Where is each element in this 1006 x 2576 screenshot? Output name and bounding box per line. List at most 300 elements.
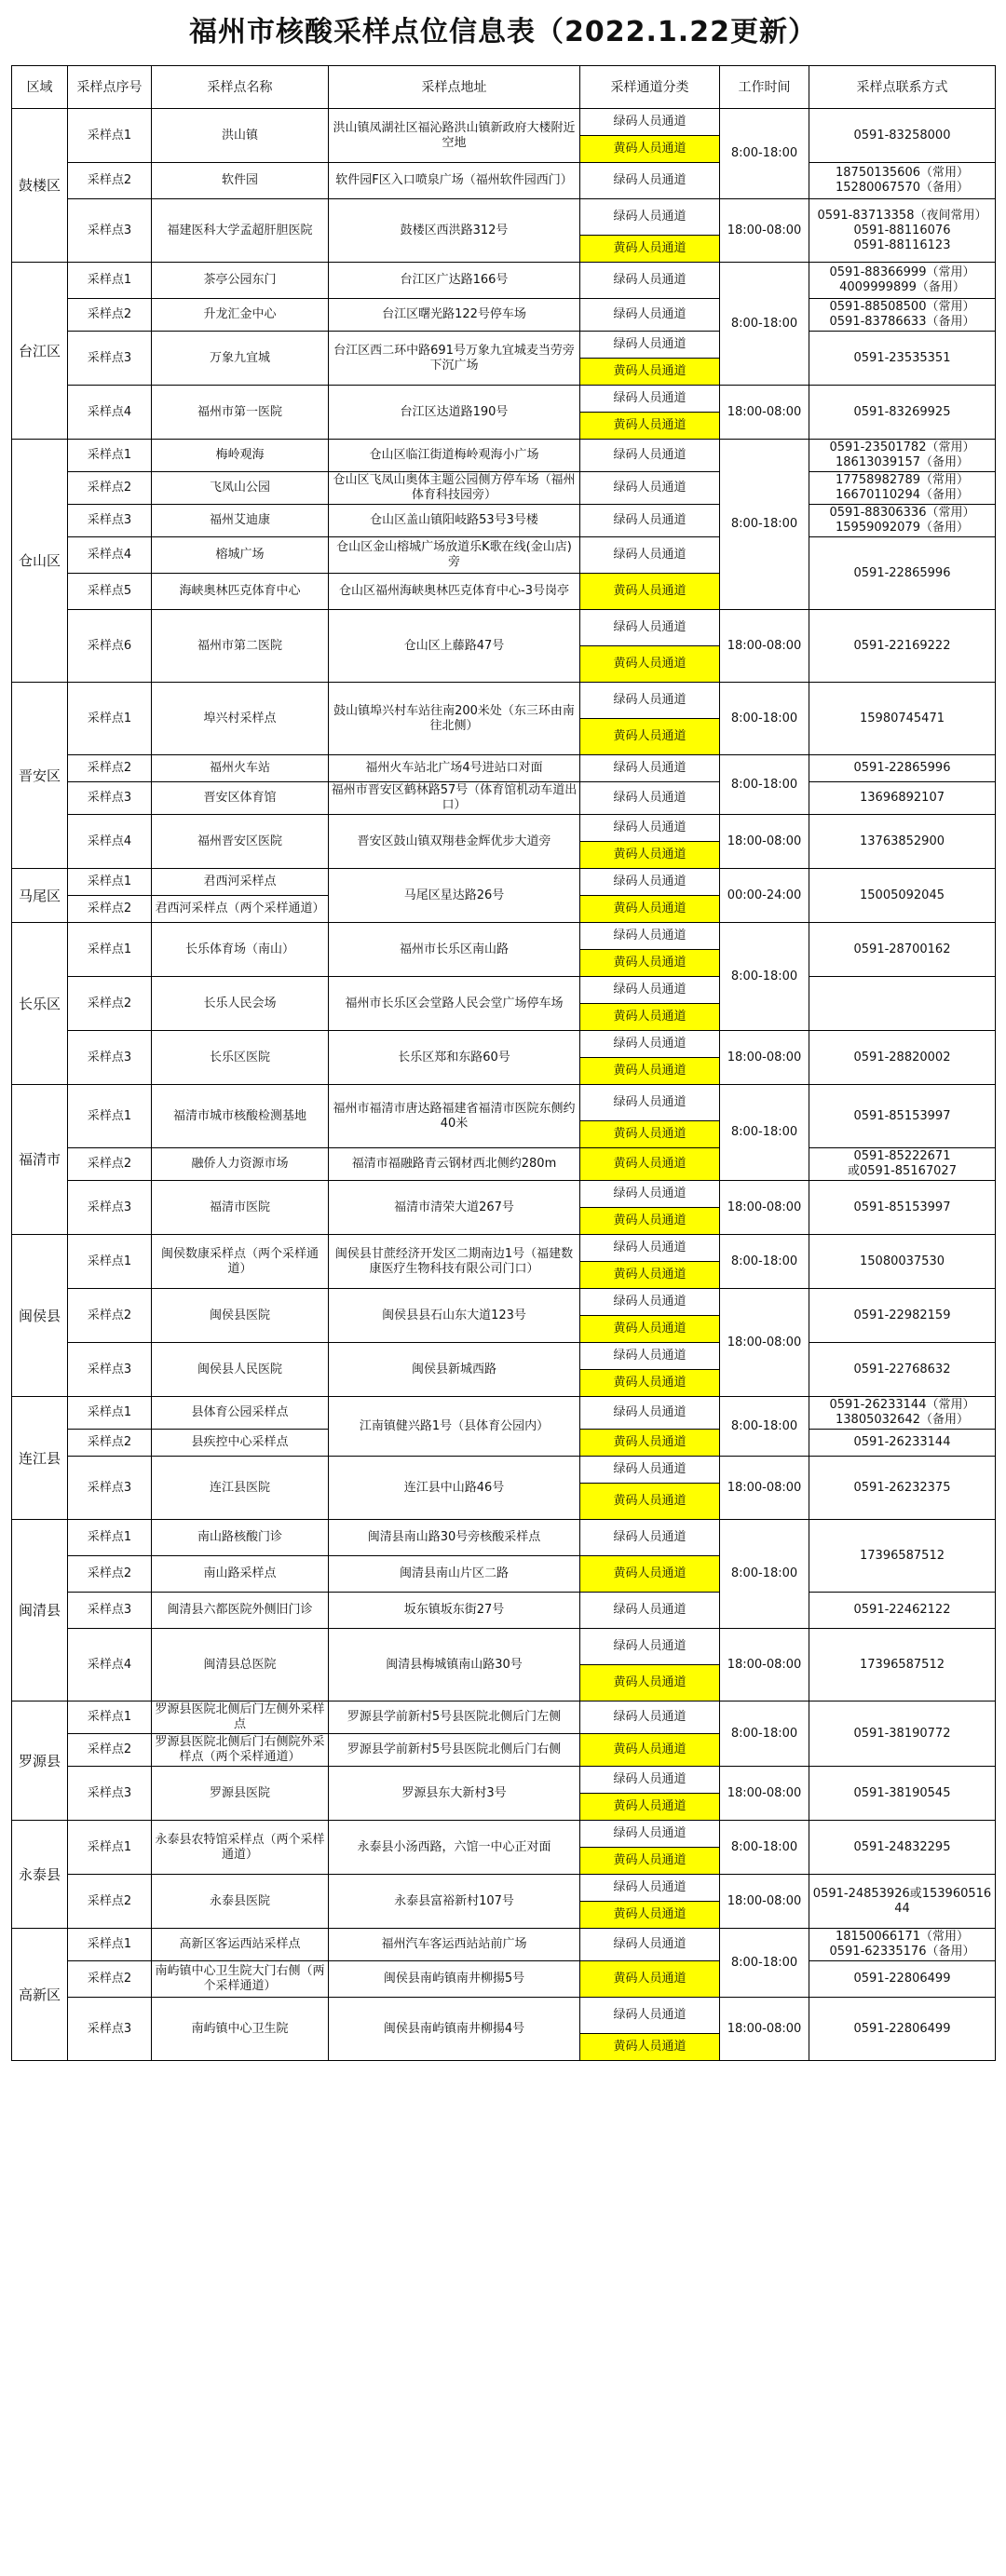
green-channel: 绿码人员通道 (580, 1929, 720, 1961)
site-seq: 采样点2 (68, 299, 152, 332)
yellow-channel: 黄码人员通道 (580, 950, 720, 977)
site-name: 连江县医院 (152, 1457, 329, 1520)
site-name: 洪山镇 (152, 109, 329, 163)
district-cell: 连江县 (12, 1397, 68, 1520)
green-channel: 绿码人员通道 (580, 472, 720, 505)
table-row (12, 332, 996, 359)
site-address: 江南镇健兴路1号（县体育公园内） (329, 1397, 580, 1457)
site-seq: 采样点2 (68, 1961, 152, 1998)
site-address: 鼓楼区西洪路312号 (329, 199, 580, 263)
yellow-channel: 黄码人员通道 (580, 574, 720, 610)
yellow-channel: 黄码人员通道 (580, 646, 720, 683)
yellow-channel: 黄码人员通道 (580, 359, 720, 386)
site-address: 闽侯县新城西路 (329, 1343, 580, 1397)
site-address: 闽侯县南屿镇南井柳揚4号 (329, 1998, 580, 2061)
site-seq: 采样点2 (68, 1148, 152, 1181)
site-address: 仓山区上藤路47号 (329, 610, 580, 683)
site-address: 福州市晋安区鹤林路57号（体育馆机动车道出口） (329, 782, 580, 815)
yellow-channel: 黄码人员通道 (580, 719, 720, 755)
district-cell: 仓山区 (12, 440, 68, 683)
site-contact: 0591-26232375 (809, 1457, 996, 1520)
site-seq: 采样点3 (68, 1998, 152, 2061)
site-address: 永泰县富裕新村107号 (329, 1875, 580, 1929)
table-row (12, 199, 996, 236)
site-seq: 采样点3 (68, 1593, 152, 1629)
site-address: 马尾区星达路26号 (329, 869, 580, 923)
green-channel: 绿码人员通道 (580, 923, 720, 950)
district-cell: 闽侯县 (12, 1235, 68, 1397)
green-channel: 绿码人员通道 (580, 1520, 720, 1556)
site-contact: 0591-28700162 (809, 923, 996, 977)
site-seq: 采样点1 (68, 1929, 152, 1961)
district-cell: 高新区 (12, 1929, 68, 2061)
site-contact: 17396587512 (809, 1629, 996, 1702)
district-cell: 永泰县 (12, 1821, 68, 1929)
site-seq: 采样点1 (68, 440, 152, 472)
site-name: 闽侯县医院 (152, 1289, 329, 1343)
site-address: 台江区西二环中路691号万象九宜城麦当劳旁下沉广场 (329, 332, 580, 386)
site-seq: 采样点3 (68, 782, 152, 815)
site-contact: 0591-23501782（常用） 18613039157（备用） (809, 440, 996, 472)
site-seq: 采样点3 (68, 199, 152, 263)
work-time: 18:00-08:00 (720, 1998, 809, 2061)
site-address: 连江县中山路46号 (329, 1457, 580, 1520)
site-contact: 0591-88306336（常用） 15959092079（备用） (809, 505, 996, 537)
yellow-channel: 黄码人员通道 (580, 2034, 720, 2061)
site-address: 闽侯县甘蔗经济开发区二期南边1号（福建数康医疗生物科技有限公司门口） (329, 1235, 580, 1289)
site-contact: 0591-88508500（常用） 0591-83786633（备用） (809, 299, 996, 332)
work-time: 8:00-18:00 (720, 683, 809, 755)
work-time: 18:00-08:00 (720, 1289, 809, 1397)
site-address: 鼓山镇埠兴村车站往南200米处（东三环由南往北侧） (329, 683, 580, 755)
green-channel: 绿码人员通道 (580, 1998, 720, 2034)
work-time: 8:00-18:00 (720, 1821, 809, 1875)
site-contact: 15980745471 (809, 683, 996, 755)
site-address: 闽清县南山片区二路 (329, 1556, 580, 1593)
work-time: 18:00-08:00 (720, 199, 809, 263)
work-time: 00:00-24:00 (720, 869, 809, 923)
green-channel: 绿码人员通道 (580, 1181, 720, 1208)
green-channel: 绿码人员通道 (580, 755, 720, 782)
site-contact: 0591-22462122 (809, 1593, 996, 1629)
site-seq: 采样点2 (68, 977, 152, 1031)
site-name: 南山路采样点 (152, 1556, 329, 1593)
site-address: 福清市福融路青云钢材西北侧约280m (329, 1148, 580, 1181)
page-title: 福州市核酸采样点位信息表（2022.1.22更新） (189, 16, 817, 48)
site-contact: 0591-85153997 (809, 1181, 996, 1235)
site-contact: 17396587512 (809, 1520, 996, 1593)
site-name: 南山路核酸门诊 (152, 1520, 329, 1556)
header-time: 工作时间 (720, 66, 809, 109)
table-row (12, 1593, 996, 1629)
site-name: 飞凤山公园 (152, 472, 329, 505)
site-name: 闽清县总医院 (152, 1629, 329, 1702)
site-seq: 采样点4 (68, 537, 152, 574)
site-seq: 采样点1 (68, 263, 152, 299)
table-row (12, 109, 996, 136)
work-time: 8:00-18:00 (720, 755, 809, 815)
table-row (12, 755, 996, 782)
site-seq: 采样点4 (68, 386, 152, 440)
site-seq: 采样点2 (68, 1430, 152, 1457)
green-channel: 绿码人员通道 (580, 977, 720, 1004)
yellow-channel: 黄码人员通道 (580, 1794, 720, 1821)
table-row (12, 1085, 996, 1121)
site-address: 仓山区临江街道梅岭观海小广场 (329, 440, 580, 472)
yellow-channel: 黄码人员通道 (580, 1058, 720, 1085)
table-row (12, 1875, 996, 1902)
table-row (12, 263, 996, 299)
table-row (12, 683, 996, 719)
green-channel: 绿码人员通道 (580, 505, 720, 537)
work-time: 18:00-08:00 (720, 610, 809, 683)
header-address: 采样点地址 (329, 66, 580, 109)
site-seq: 采样点3 (68, 1457, 152, 1520)
table-row (12, 1289, 996, 1316)
work-time: 8:00-18:00 (720, 1702, 809, 1767)
site-contact: 0591-22982159 (809, 1289, 996, 1343)
site-address: 福州火车站北广场4号进站口对面 (329, 755, 580, 782)
table-row (12, 472, 996, 505)
site-address: 罗源县学前新村5号县医院北侧后门左侧 (329, 1702, 580, 1734)
work-time: 8:00-18:00 (720, 1085, 809, 1181)
table-row (12, 782, 996, 815)
work-time: 8:00-18:00 (720, 440, 809, 610)
yellow-channel: 黄码人员通道 (580, 1121, 720, 1148)
yellow-channel: 黄码人员通道 (580, 1262, 720, 1289)
table-row (12, 1520, 996, 1556)
table-row (12, 505, 996, 537)
site-seq: 采样点1 (68, 683, 152, 755)
site-contact: 0591-22806499 (809, 1961, 996, 1998)
table-row (12, 1457, 996, 1484)
table-row (12, 1148, 996, 1181)
table-row (12, 977, 996, 1004)
site-address: 仓山区福州海峡奥林匹克体育中心-3号岗亭 (329, 574, 580, 610)
site-seq: 采样点3 (68, 1767, 152, 1821)
site-name: 罗源县医院北侧后门左侧外采样点 (152, 1702, 329, 1734)
green-channel: 绿码人员通道 (580, 683, 720, 719)
table-row (12, 1821, 996, 1848)
site-contact: 0591-83269925 (809, 386, 996, 440)
site-contact: 0591-22768632 (809, 1343, 996, 1397)
sampling-sites-table (11, 65, 996, 2061)
site-name: 高新区客运西站采样点 (152, 1929, 329, 1961)
site-contact: 0591-85222671 或0591-85167027 (809, 1148, 996, 1181)
table-header-row (12, 66, 996, 109)
site-address: 闽侯县南屿镇南井柳揚5号 (329, 1961, 580, 1998)
site-name: 长乐区医院 (152, 1031, 329, 1085)
yellow-channel: 黄码人员通道 (580, 136, 720, 163)
site-address: 闽清县南山路30号旁核酸采样点 (329, 1520, 580, 1556)
district-cell: 长乐区 (12, 923, 68, 1085)
site-seq: 采样点2 (68, 472, 152, 505)
site-seq: 采样点2 (68, 1556, 152, 1593)
site-name: 永泰县医院 (152, 1875, 329, 1929)
site-contact: 15080037530 (809, 1235, 996, 1289)
yellow-channel: 黄码人员通道 (580, 1004, 720, 1031)
site-address: 台江区广达路166号 (329, 263, 580, 299)
green-channel: 绿码人员通道 (580, 1235, 720, 1262)
site-name: 君西河采样点（两个采样通道） (152, 896, 329, 923)
site-name: 南屿镇中心卫生院大门右侧（两个采样通道） (152, 1961, 329, 1998)
site-contact (809, 977, 996, 1031)
site-address: 台江区达道路190号 (329, 386, 580, 440)
yellow-channel: 黄码人员通道 (580, 1208, 720, 1235)
yellow-channel: 黄码人员通道 (580, 1734, 720, 1767)
site-address: 仓山区盖山镇阳岐路53号3号楼 (329, 505, 580, 537)
site-name: 万象九宜城 (152, 332, 329, 386)
work-time: 8:00-18:00 (720, 109, 809, 199)
table-row (12, 1031, 996, 1058)
work-time: 18:00-08:00 (720, 386, 809, 440)
site-address: 洪山镇凤湖社区福沁路洪山镇新政府大楼附近空地 (329, 109, 580, 163)
site-name: 福建医科大学孟超肝胆医院 (152, 199, 329, 263)
green-channel: 绿码人员通道 (580, 1821, 720, 1848)
site-name: 罗源县医院 (152, 1767, 329, 1821)
site-contact: 13696892107 (809, 782, 996, 815)
site-name: 闽侯数康采样点（两个采样通道） (152, 1235, 329, 1289)
site-address: 仓山区金山榕城广场放道乐K歌在线(金山店)旁 (329, 537, 580, 574)
site-contact: 13763852900 (809, 815, 996, 869)
site-contact: 0591-38190772 (809, 1702, 996, 1767)
site-seq: 采样点4 (68, 1629, 152, 1702)
work-time: 18:00-08:00 (720, 1875, 809, 1929)
table-row (12, 440, 996, 472)
site-name: 永泰县农特馆采样点（两个采样通道） (152, 1821, 329, 1875)
site-contact: 0591-28820002 (809, 1031, 996, 1085)
green-channel: 绿码人员通道 (580, 782, 720, 815)
site-seq: 采样点3 (68, 1181, 152, 1235)
district-cell: 鼓楼区 (12, 109, 68, 263)
yellow-channel: 黄码人员通道 (580, 1961, 720, 1998)
green-channel: 绿码人员通道 (580, 1289, 720, 1316)
site-address: 仓山区飞凤山奥体主题公园侧方停车场（福州体育科技园旁） (329, 472, 580, 505)
site-address: 永泰县小汤西路，六馆一中心正对面 (329, 1821, 580, 1875)
site-address: 闽清县梅城镇南山路30号 (329, 1629, 580, 1702)
header-channel: 采样通道分类 (580, 66, 720, 109)
table-row (12, 1767, 996, 1794)
yellow-channel: 黄码人员通道 (580, 1430, 720, 1457)
site-name: 闽清县六都医院外侧旧门诊 (152, 1593, 329, 1629)
header-site-name: 采样点名称 (152, 66, 329, 109)
table-row (12, 1343, 996, 1370)
district-cell: 台江区 (12, 263, 68, 440)
table-row (12, 869, 996, 896)
site-contact: 0591-26233144 (809, 1430, 996, 1457)
table-row (12, 1629, 996, 1665)
yellow-channel: 黄码人员通道 (580, 1665, 720, 1702)
green-channel: 绿码人员通道 (580, 440, 720, 472)
table-row (12, 1998, 996, 2034)
table-row (12, 299, 996, 332)
district-cell: 福清市 (12, 1085, 68, 1235)
site-address: 福州市长乐区会堂路人民会堂广场停车场 (329, 977, 580, 1031)
site-contact: 0591-24853926或15396051644 (809, 1875, 996, 1929)
site-name: 福州市第一医院 (152, 386, 329, 440)
site-address: 长乐区郑和东路60号 (329, 1031, 580, 1085)
site-seq: 采样点5 (68, 574, 152, 610)
site-address: 福州市长乐区南山路 (329, 923, 580, 977)
site-name: 福州晋安区医院 (152, 815, 329, 869)
work-time: 8:00-18:00 (720, 263, 809, 386)
site-seq: 采样点2 (68, 1875, 152, 1929)
district-cell: 晋安区 (12, 683, 68, 869)
site-seq: 采样点2 (68, 755, 152, 782)
table-row (12, 537, 996, 574)
site-address: 福清市清荣大道267号 (329, 1181, 580, 1235)
site-seq: 采样点3 (68, 1343, 152, 1397)
green-channel: 绿码人员通道 (580, 869, 720, 896)
site-name: 长乐人民会场 (152, 977, 329, 1031)
site-name: 县体育公园采样点 (152, 1397, 329, 1430)
site-contact: 0591-26233144（常用） 13805032642（备用） (809, 1397, 996, 1430)
site-seq: 采样点4 (68, 815, 152, 869)
site-name: 县疾控中心采样点 (152, 1430, 329, 1457)
green-channel: 绿码人员通道 (580, 610, 720, 646)
table-row (12, 1235, 996, 1262)
site-seq: 采样点1 (68, 1520, 152, 1556)
site-name: 福州火车站 (152, 755, 329, 782)
yellow-channel: 黄码人员通道 (580, 1148, 720, 1181)
table-row (12, 386, 996, 413)
site-name: 罗源县医院北侧后门右侧院外采样点（两个采样通道） (152, 1734, 329, 1767)
site-name: 榕城广场 (152, 537, 329, 574)
work-time: 8:00-18:00 (720, 1397, 809, 1457)
table-row (12, 1181, 996, 1208)
work-time: 18:00-08:00 (720, 1767, 809, 1821)
green-channel: 绿码人员通道 (580, 1767, 720, 1794)
site-name: 晋安区体育馆 (152, 782, 329, 815)
table-body (12, 109, 996, 2061)
site-name: 福清市医院 (152, 1181, 329, 1235)
site-seq: 采样点1 (68, 1821, 152, 1875)
site-seq: 采样点3 (68, 505, 152, 537)
header-district: 区域 (12, 66, 68, 109)
district-cell: 马尾区 (12, 869, 68, 923)
site-seq: 采样点1 (68, 109, 152, 163)
site-seq: 采样点1 (68, 869, 152, 896)
green-channel: 绿码人员通道 (580, 299, 720, 332)
green-channel: 绿码人员通道 (580, 163, 720, 199)
site-contact: 18750135606（常用） 15280067570（备用） (809, 163, 996, 199)
green-channel: 绿码人员通道 (580, 1085, 720, 1121)
site-name: 闽侯县人民医院 (152, 1343, 329, 1397)
site-seq: 采样点6 (68, 610, 152, 683)
site-contact: 0591-22806499 (809, 1998, 996, 2061)
site-contact: 0591-23535351 (809, 332, 996, 386)
green-channel: 绿码人员通道 (580, 1875, 720, 1902)
site-address: 罗源县东大新村3号 (329, 1767, 580, 1821)
work-time: 8:00-18:00 (720, 1520, 809, 1629)
site-contact: 15005092045 (809, 869, 996, 923)
site-name: 长乐体育场（南山） (152, 923, 329, 977)
site-contact: 0591-22169222 (809, 610, 996, 683)
site-address: 闽侯县县石山东大道123号 (329, 1289, 580, 1343)
site-address: 晋安区鼓山镇双翔巷金辉优步大道旁 (329, 815, 580, 869)
table-row (12, 163, 996, 199)
yellow-channel: 黄码人员通道 (580, 896, 720, 923)
site-name: 升龙汇金中心 (152, 299, 329, 332)
site-seq: 采样点3 (68, 1031, 152, 1085)
green-channel: 绿码人员通道 (580, 1397, 720, 1430)
yellow-channel: 黄码人员通道 (580, 1556, 720, 1593)
green-channel: 绿码人员通道 (580, 109, 720, 136)
site-contact: 0591-85153997 (809, 1085, 996, 1148)
site-address: 福州汽车客运西站站前广场 (329, 1929, 580, 1961)
green-channel: 绿码人员通道 (580, 1457, 720, 1484)
site-seq: 采样点1 (68, 923, 152, 977)
table-row (12, 1961, 996, 1998)
site-name: 君西河采样点 (152, 869, 329, 896)
table-row (12, 1397, 996, 1430)
site-seq: 采样点1 (68, 1397, 152, 1430)
site-contact: 0591-38190545 (809, 1767, 996, 1821)
table-row (12, 923, 996, 950)
work-time: 18:00-08:00 (720, 1181, 809, 1235)
site-seq: 采样点3 (68, 332, 152, 386)
site-contact: 0591-83258000 (809, 109, 996, 163)
site-seq: 采样点1 (68, 1085, 152, 1148)
yellow-channel: 黄码人员通道 (580, 1484, 720, 1520)
site-name: 福州艾迪康 (152, 505, 329, 537)
site-name: 海峡奥林匹克体育中心 (152, 574, 329, 610)
work-time: 18:00-08:00 (720, 815, 809, 869)
site-name: 梅岭观海 (152, 440, 329, 472)
site-name: 软件园 (152, 163, 329, 199)
site-name: 埠兴村采样点 (152, 683, 329, 755)
green-channel: 绿码人员通道 (580, 1031, 720, 1058)
green-channel: 绿码人员通道 (580, 332, 720, 359)
site-address: 罗源县学前新村5号县医院北侧后门右侧 (329, 1734, 580, 1767)
site-name: 南屿镇中心卫生院 (152, 1998, 329, 2061)
green-channel: 绿码人员通道 (580, 199, 720, 236)
green-channel: 绿码人员通道 (580, 815, 720, 842)
site-contact: 0591-24832295 (809, 1821, 996, 1875)
site-address: 福州市福清市唐达路福建省福清市医院东侧约40米 (329, 1085, 580, 1148)
green-channel: 绿码人员通道 (580, 1593, 720, 1629)
work-time: 8:00-18:00 (720, 923, 809, 1031)
green-channel: 绿码人员通道 (580, 263, 720, 299)
site-contact: 0591-88366999（常用） 4009999899（备用） (809, 263, 996, 299)
work-time: 18:00-08:00 (720, 1031, 809, 1085)
yellow-channel: 黄码人员通道 (580, 1902, 720, 1929)
site-seq: 采样点2 (68, 1734, 152, 1767)
table-row (12, 815, 996, 842)
site-contact: 17758982789（常用） 16670110294（备用） (809, 472, 996, 505)
green-channel: 绿码人员通道 (580, 1343, 720, 1370)
site-contact: 18150066171（常用） 0591-62335176（备用） (809, 1929, 996, 1961)
table-row (12, 610, 996, 646)
table-row (12, 1702, 996, 1734)
site-name: 福州市第二医院 (152, 610, 329, 683)
green-channel: 绿码人员通道 (580, 537, 720, 574)
green-channel: 绿码人员通道 (580, 1629, 720, 1665)
work-time: 8:00-18:00 (720, 1235, 809, 1289)
site-seq: 采样点1 (68, 1235, 152, 1289)
table-row (12, 1929, 996, 1961)
site-name: 茶亭公园东门 (152, 263, 329, 299)
header-seq: 采样点序号 (68, 66, 152, 109)
site-contact: 0591-22865996 (809, 537, 996, 610)
site-seq: 采样点2 (68, 163, 152, 199)
site-address: 软件园F区入口喷泉广场（福州软件园西门） (329, 163, 580, 199)
green-channel: 绿码人员通道 (580, 386, 720, 413)
yellow-channel: 黄码人员通道 (580, 1370, 720, 1397)
work-time: 18:00-08:00 (720, 1629, 809, 1702)
header-contact: 采样点联系方式 (809, 66, 996, 109)
yellow-channel: 黄码人员通道 (580, 1848, 720, 1875)
